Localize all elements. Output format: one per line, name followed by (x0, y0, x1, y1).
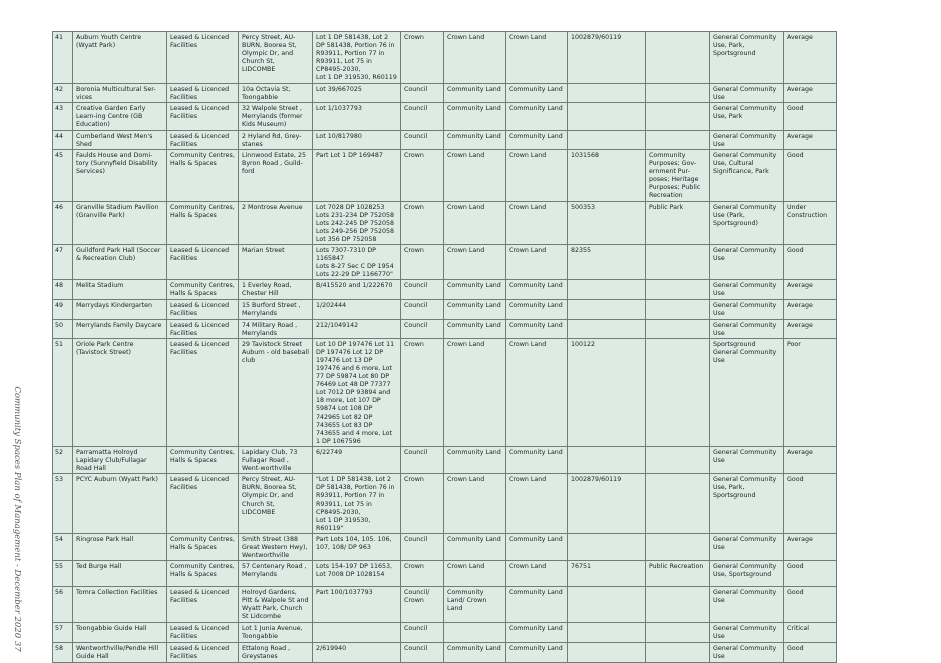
lot-description-cell: Lot 1/1037793 (313, 102, 401, 130)
row-number-cell: 58 (53, 642, 73, 662)
lot-description-cell (313, 622, 401, 642)
lot-description-cell: Lot 1 DP 581438, Lot 2 DP 581438, Portion 76 in R93911, Portion 77 in R93911, Lot 75 in CP8495-2030, Lot 1 DP 319530, R60119 (313, 32, 401, 84)
facility-address-cell: 1 Everley Road, Chester Hill (239, 280, 313, 300)
owner-cell: Crown (401, 244, 444, 279)
reserve-number-cell: 82355 (568, 244, 646, 279)
reserve-number-cell: 1031568 (568, 149, 646, 201)
facility-category-cell: Leased & Licenced Facilities (167, 319, 239, 338)
row-number-cell: 46 (53, 201, 73, 244)
reserve-purpose-cell (646, 130, 710, 149)
table-row (53, 83, 837, 102)
condition-cell: Under Construction (784, 201, 837, 244)
facility-category-cell: Leased & Licenced Facilities (167, 642, 239, 662)
facility-address-cell: 57 Centenary Road , Merrylands (239, 561, 313, 587)
land-classification-cell: Community Land (506, 642, 568, 662)
facilities-table-body (53, 32, 837, 663)
land-type-cell (444, 622, 506, 642)
reserve-purpose-cell: Public Recreation (646, 561, 710, 587)
owner-cell: Council (401, 446, 444, 473)
land-type-cell: Community Land (444, 642, 506, 662)
land-type-cell: Community Land (444, 319, 506, 338)
row-number-cell: 51 (53, 338, 73, 446)
condition-cell: Average (784, 446, 837, 473)
condition-cell: Average (784, 533, 837, 560)
reserve-purpose-cell (646, 587, 710, 622)
reserve-purpose-cell (646, 244, 710, 279)
row-number-cell: 41 (53, 32, 73, 84)
reserve-number-cell (568, 83, 646, 102)
owner-cell: Council/ Crown (401, 587, 444, 622)
reserve-purpose-cell (646, 474, 710, 534)
facility-name-cell: Ted Burge Hall (73, 561, 167, 587)
reserve-purpose-cell (646, 338, 710, 446)
facility-category-cell: Leased & Licenced Facilities (167, 622, 239, 642)
facility-address-cell: Smith Street (388 Great Western Hwy), Wentworthville (239, 533, 313, 560)
condition-cell: Average (784, 83, 837, 102)
reserve-number-cell: 1002879/60119 (568, 32, 646, 84)
land-classification-cell: Crown Land (506, 244, 568, 279)
lot-description-cell: Part 100/1037793 (313, 587, 401, 622)
reserve-purpose-cell: Community Purposes; Gov-ernment Pur-poses; Heritage Purposes; Public Recreation (646, 149, 710, 201)
condition-cell: Average (784, 130, 837, 149)
facility-category-cell: Leased & Licenced Facilities (167, 300, 239, 319)
row-number-cell: 53 (53, 474, 73, 534)
facility-name-cell: Oriole Park Centre (Tavistock Street) (73, 338, 167, 446)
reserve-purpose-cell: Public Park (646, 201, 710, 244)
zoning-cell: General Community Use (Park, Sportsground) (710, 201, 784, 244)
table-row (53, 201, 837, 244)
facility-address-cell: 2 Hyland Rd, Grey-stanes (239, 130, 313, 149)
owner-cell: Crown (401, 338, 444, 446)
facility-name-cell: Tomra Collection Facilities (73, 587, 167, 622)
reserve-purpose-cell (646, 300, 710, 319)
facility-name-cell: Guildford Park Hall (Soccer & Recreation Club) (73, 244, 167, 279)
facility-category-cell: Leased & Licenced Facilities (167, 338, 239, 446)
lot-description-cell: Lots 7307-7310 DP 1165847 Lots 8-27 Sec C DP 1954 Lots 22-29 DP 1166770" (313, 244, 401, 279)
land-classification-cell: Community Land (506, 533, 568, 560)
condition-cell: Average (784, 280, 837, 300)
lot-description-cell: "Lot 1 DP 581438, Lot 2 DP 581438, Portion 76 in R93911, Portion 77 in R93911, Lot 75 in CP8495-2030, Lot 1 DP 319530, R60119" (313, 474, 401, 534)
zoning-cell: General Community Use, Park, Sportsground (710, 474, 784, 534)
condition-cell: Average (784, 300, 837, 319)
facility-category-cell: Community Centres, Halls & Spaces (167, 446, 239, 473)
facility-address-cell: Ettalong Road , Greystanes (239, 642, 313, 662)
facility-address-cell: Holroyd Gardens, Pitt & Walpole St and Wyatt Park, Church St Lidcombe (239, 587, 313, 622)
table-row (53, 244, 837, 279)
zoning-cell: General Community Use (710, 533, 784, 560)
land-classification-cell: Crown Land (506, 149, 568, 201)
facility-address-cell: 15 Burford Street , Merrylands (239, 300, 313, 319)
condition-cell: Good (784, 102, 837, 130)
zoning-cell: General Community Use (710, 300, 784, 319)
land-classification-cell: Crown Land (506, 474, 568, 534)
row-number-cell: 48 (53, 280, 73, 300)
condition-cell: Good (784, 474, 837, 534)
zoning-cell: General Community Use, Park (710, 102, 784, 130)
reserve-number-cell (568, 533, 646, 560)
facility-name-cell: Faulds House and Domi-tory (Sunnyfield Disability Services) (73, 149, 167, 201)
lot-description-cell: 1/202444 (313, 300, 401, 319)
land-classification-cell: Community Land (506, 319, 568, 338)
table-row (53, 446, 837, 473)
facility-category-cell: Community Centres, Halls & Spaces (167, 561, 239, 587)
reserve-purpose-cell (646, 32, 710, 84)
land-type-cell: Crown Land (444, 32, 506, 84)
condition-cell: Average (784, 32, 837, 84)
facility-category-cell: Community Centres, Halls & Spaces (167, 149, 239, 201)
owner-cell: Council (401, 622, 444, 642)
facility-address-cell: 74 Military Road , Merrylands (239, 319, 313, 338)
facility-address-cell: Percy Street, AU-BURN, Boorea St, Olympic Dr, and Church St, LIDCOMBE (239, 32, 313, 84)
row-number-cell: 45 (53, 149, 73, 201)
zoning-cell: General Community Use (710, 244, 784, 279)
owner-cell: Council (401, 533, 444, 560)
row-number-cell: 54 (53, 533, 73, 560)
facility-name-cell: Granville Stadium Pavilion (Granville Park) (73, 201, 167, 244)
facility-category-cell: Leased & Licenced Facilities (167, 587, 239, 622)
reserve-number-cell: 100122 (568, 338, 646, 446)
condition-cell: Poor (784, 338, 837, 446)
facilities-table (52, 31, 837, 663)
land-type-cell: Community Land (444, 446, 506, 473)
reserve-number-cell: 500353 (568, 201, 646, 244)
facility-name-cell: Boronia Multicultural Ser-vices (73, 83, 167, 102)
reserve-number-cell (568, 319, 646, 338)
land-classification-cell: Community Land (506, 102, 568, 130)
land-type-cell: Community Land (444, 130, 506, 149)
facility-category-cell: Leased & Licenced Facilities (167, 102, 239, 130)
zoning-cell: General Community Use (710, 446, 784, 473)
table-row (53, 587, 837, 622)
land-classification-cell: Crown Land (506, 338, 568, 446)
reserve-purpose-cell (646, 622, 710, 642)
owner-cell: Council (401, 130, 444, 149)
reserve-purpose-cell (646, 533, 710, 560)
condition-cell: Average (784, 319, 837, 338)
facility-name-cell: Melita Stadium (73, 280, 167, 300)
lot-description-cell: 2/619940 (313, 642, 401, 662)
facility-name-cell: Parramatta Holroyd Lapidary Club/Fullagar Road Hall (73, 446, 167, 473)
reserve-number-cell (568, 102, 646, 130)
page-footer-note (4, 384, 30, 654)
row-number-cell: 50 (53, 319, 73, 338)
facility-address-cell: Marian Street (239, 244, 313, 279)
table-row (53, 319, 837, 338)
facility-category-cell: Leased & Licenced Facilities (167, 244, 239, 279)
row-number-cell: 43 (53, 102, 73, 130)
facility-category-cell: Leased & Licenced Facilities (167, 83, 239, 102)
lot-description-cell: Lot 10/817980 (313, 130, 401, 149)
table-row (53, 338, 837, 446)
land-type-cell: Crown Land (444, 244, 506, 279)
facility-address-cell: 32 Walpole Street , Merrylands (former Kids Museum) (239, 102, 313, 130)
land-type-cell: Crown Land (444, 561, 506, 587)
zoning-cell: Sportsground General Community Use (710, 338, 784, 446)
table-row (53, 474, 837, 534)
owner-cell: Crown (401, 149, 444, 201)
lot-description-cell: Lots 154-197 DP 11653, Lot 7008 DP 1028154 (313, 561, 401, 587)
land-classification-cell: Community Land (506, 300, 568, 319)
condition-cell: Good (784, 561, 837, 587)
reserve-number-cell (568, 280, 646, 300)
lot-description-cell: Part Lots 104, 105. 106, 107, 108/ DP 963 (313, 533, 401, 560)
zoning-cell: General Community Use, Park, Sportsground (710, 32, 784, 84)
table-row (53, 280, 837, 300)
land-type-cell: Crown Land (444, 474, 506, 534)
facility-address-cell: 29 Tavistock Street Auburn - old baseball club (239, 338, 313, 446)
condition-cell: Critical (784, 622, 837, 642)
table-row (53, 622, 837, 642)
owner-cell: Crown (401, 561, 444, 587)
lot-description-cell: 6/22749 (313, 446, 401, 473)
owner-cell: Council (401, 83, 444, 102)
owner-cell: Council (401, 319, 444, 338)
land-type-cell: Crown Land (444, 149, 506, 201)
owner-cell: Council (401, 102, 444, 130)
zoning-cell: General Community Use (710, 280, 784, 300)
facility-category-cell: Leased & Licenced Facilities (167, 32, 239, 84)
table-row (53, 300, 837, 319)
facility-name-cell: Ringrose Park Hall (73, 533, 167, 560)
facility-category-cell: Community Centres, Halls & Spaces (167, 533, 239, 560)
zoning-cell: General Community Use (710, 622, 784, 642)
land-classification-cell: Community Land (506, 587, 568, 622)
lot-description-cell: Lot 7028 DP 1028253 Lots 231-234 DP 752058 Lots 242-245 DP 752058 Lots 249-256 DP 752058 Lot 356 DP 752058 (313, 201, 401, 244)
facility-name-cell: Cumberland West Men's Shed (73, 130, 167, 149)
land-classification-cell: Community Land (506, 130, 568, 149)
row-number-cell: 47 (53, 244, 73, 279)
facility-category-cell: Leased & Licenced Facilities (167, 474, 239, 534)
zoning-cell: General Community Use, Cultural Significance, Park (710, 149, 784, 201)
facility-name-cell: Merrylands Family Daycare (73, 319, 167, 338)
facility-name-cell: PCYC Auburn (Wyatt Park) (73, 474, 167, 534)
reserve-purpose-cell (646, 280, 710, 300)
facility-address-cell: 10a Octavia St, Toongabbie (239, 83, 313, 102)
land-classification-cell: Crown Land (506, 32, 568, 84)
reserve-number-cell (568, 130, 646, 149)
table-row (53, 561, 837, 587)
reserve-number-cell (568, 300, 646, 319)
facility-category-cell: Community Centres, Halls & Spaces (167, 280, 239, 300)
row-number-cell: 56 (53, 587, 73, 622)
owner-cell: Crown (401, 201, 444, 244)
table-row (53, 642, 837, 662)
table-row (53, 32, 837, 84)
lot-description-cell: Lot 39/667025 (313, 83, 401, 102)
reserve-number-cell: 1002879/60119 (568, 474, 646, 534)
land-type-cell: Crown Land (444, 201, 506, 244)
land-classification-cell: Community Land (506, 446, 568, 473)
land-type-cell: Community Land (444, 533, 506, 560)
land-classification-cell: Community Land (506, 83, 568, 102)
land-type-cell: Community Land (444, 300, 506, 319)
owner-cell: Council (401, 280, 444, 300)
reserve-purpose-cell (646, 102, 710, 130)
lot-description-cell: Part Lot 1 DP 169487 (313, 149, 401, 201)
footer-note-text: Community Spaces Plan of Management - December 2020 37 (12, 386, 22, 652)
facility-name-cell: Merrydays Kindergarten (73, 300, 167, 319)
condition-cell: Good (784, 244, 837, 279)
condition-cell: Good (784, 149, 837, 201)
row-number-cell: 44 (53, 130, 73, 149)
land-classification-cell: Crown Land (506, 561, 568, 587)
row-number-cell: 49 (53, 300, 73, 319)
reserve-number-cell (568, 446, 646, 473)
zoning-cell: General Community Use (710, 83, 784, 102)
table-row (53, 149, 837, 201)
zoning-cell: General Community Use (710, 587, 784, 622)
reserve-number-cell (568, 587, 646, 622)
facility-category-cell: Leased & Licenced Facilities (167, 130, 239, 149)
facility-address-cell: Percy Street, AU-BURN, Boorea St, Olympic Dr, and Church St, LIDCOMBE (239, 474, 313, 534)
reserve-purpose-cell (646, 83, 710, 102)
land-type-cell: Community Land (444, 83, 506, 102)
row-number-cell: 57 (53, 622, 73, 642)
zoning-cell: General Community Use, Sportsground (710, 561, 784, 587)
reserve-purpose-cell (646, 642, 710, 662)
land-type-cell: Community Land (444, 280, 506, 300)
reserve-purpose-cell (646, 319, 710, 338)
facility-address-cell: 2 Montrose Avenue (239, 201, 313, 244)
zoning-cell: General Community Use (710, 319, 784, 338)
reserve-number-cell (568, 642, 646, 662)
facility-name-cell: Auburn Youth Centre (Wyatt Park) (73, 32, 167, 84)
row-number-cell: 42 (53, 83, 73, 102)
row-number-cell: 55 (53, 561, 73, 587)
owner-cell: Crown (401, 474, 444, 534)
land-classification-cell: Community Land (506, 622, 568, 642)
lot-description-cell: Lot 10 DP 197476 Lot 11 DP 197476 Lot 12 DP 197476 Lot 13 DP 197476 and 6 more, Lot 77 DP 59874 Lot 80 DP 76469 Lot 48 DP 77377 Lot 7012 DP 93894 and 18 more, Lot 107 DP 59874 Lot 108 DP 742965 Lot 82 DP 743655 Lot 83 DP 743655 and 4 more, Lot 1 DP 1067596 (313, 338, 401, 446)
facility-name-cell: Toongabbie Guide Hall (73, 622, 167, 642)
facility-name-cell: Wentworthville/Pendle Hill Guide Hall (73, 642, 167, 662)
zoning-cell: General Community Use (710, 130, 784, 149)
row-number-cell: 52 (53, 446, 73, 473)
table-row (53, 130, 837, 149)
facility-address-cell: Lot 1 Junia Avenue, Toongabbie (239, 622, 313, 642)
land-classification-cell: Crown Land (506, 201, 568, 244)
lot-description-cell: 212/1049142 (313, 319, 401, 338)
table-row (53, 533, 837, 560)
condition-cell: Good (784, 642, 837, 662)
facility-name-cell: Creative Garden Early Learn-ing Centre (GB Education) (73, 102, 167, 130)
reserve-number-cell: 76751 (568, 561, 646, 587)
reserve-purpose-cell (646, 446, 710, 473)
owner-cell: Council (401, 300, 444, 319)
land-type-cell: Community Land (444, 102, 506, 130)
lot-description-cell: B/415520 and 1/222670 (313, 280, 401, 300)
reserve-number-cell (568, 622, 646, 642)
facility-address-cell: Linnwood Estate, 25 Byron Road , Guild-ford (239, 149, 313, 201)
land-classification-cell: Community Land (506, 280, 568, 300)
land-type-cell: Community Land/ Crown Land (444, 587, 506, 622)
facility-category-cell: Community Centres, Halls & Spaces (167, 201, 239, 244)
table-row (53, 102, 837, 130)
condition-cell: Good (784, 587, 837, 622)
land-type-cell: Crown Land (444, 338, 506, 446)
owner-cell: Crown (401, 32, 444, 84)
facility-address-cell: Lapidary Club, 73 Fullagar Road , Went-worthville (239, 446, 313, 473)
zoning-cell: General Community Use (710, 642, 784, 662)
owner-cell: Council (401, 642, 444, 662)
